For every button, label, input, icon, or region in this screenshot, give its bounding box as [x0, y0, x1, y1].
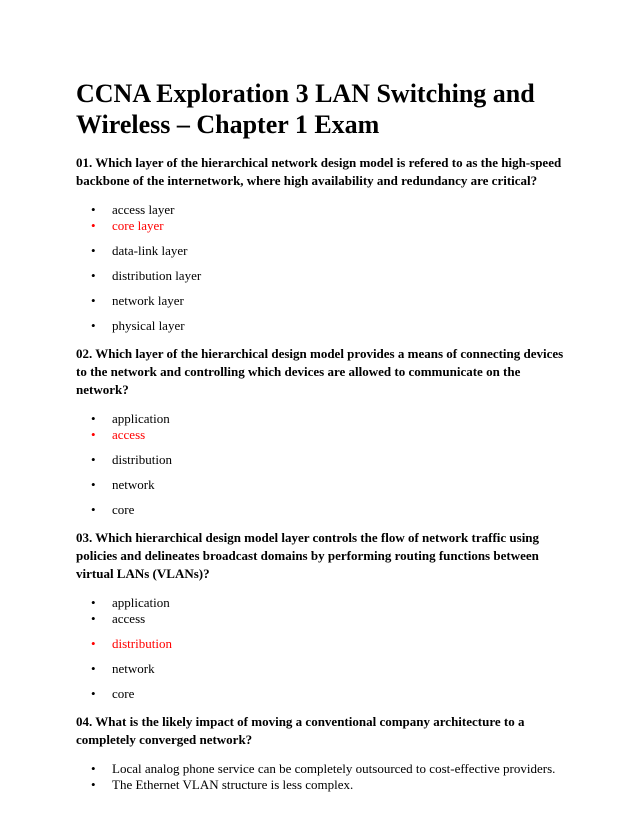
answer-option: • Local analog phone service can be completely outsourced to cost-effective providers.	[76, 761, 576, 777]
question-4: 04. What is the likely impact of moving a conventional company architecture to a completely converged network?	[76, 714, 525, 747]
question-1-options	[76, 202, 576, 334]
question-4-options	[76, 761, 576, 793]
question-3: 03. Which hierarchical design model layer controls the flow of network traffic using policies and delineates broadcast domains by performing routing functions between virtual LANs (VLANs)?	[76, 530, 540, 581]
exam-document	[76, 78, 576, 804]
answer-option-correct: • distribution	[76, 636, 576, 652]
question-2: 02. Which layer of the hierarchical design model provides a means of connecting devices to the network and controlling which devices are allowed to communicate on the network?	[76, 346, 564, 397]
question-3-options	[76, 595, 576, 702]
answer-option: • data-link layer	[76, 243, 576, 259]
answer-option: • physical layer	[76, 318, 576, 334]
question-2-options	[76, 411, 576, 518]
answer-option: • network	[76, 661, 576, 677]
answer-option: • core	[76, 686, 576, 702]
answer-option: • application	[76, 411, 576, 427]
answer-option-correct: • access	[76, 427, 576, 443]
answer-option-correct: • core layer	[76, 218, 576, 234]
answer-option: • access layer	[76, 202, 576, 218]
answer-option: • application	[76, 595, 576, 611]
question-1: 01. Which layer of the hierarchical network design model is refered to as the high-speed backbone of the internetwork, where high availability and redundancy are critical?	[76, 155, 562, 188]
answer-option: • access	[76, 611, 576, 627]
answer-option: • distribution	[76, 452, 576, 468]
answer-option: • core	[76, 502, 576, 518]
answer-option: • distribution layer	[76, 268, 576, 284]
answer-option: • network layer	[76, 293, 576, 309]
answer-option: • network	[76, 477, 576, 493]
document-title: CCNA Exploration 3 LAN Switching and Wireless – Chapter 1 Exam	[76, 79, 535, 139]
answer-option: • The Ethernet VLAN structure is less complex.	[76, 777, 576, 793]
